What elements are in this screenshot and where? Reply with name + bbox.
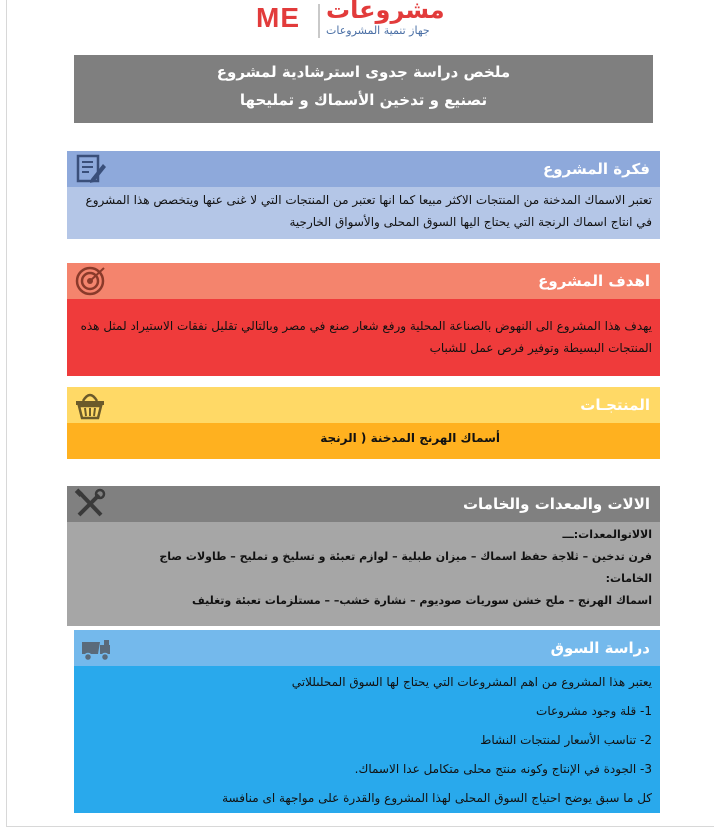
logo-separator bbox=[318, 4, 320, 38]
section-heading: اهدف المشروع bbox=[538, 272, 650, 290]
equipment-text: فرن تدخين – ثلاجة حفظ اسماك – ميزان طبلية – لوازم تعبئة و تسليخ و تمليح – طاولات صاج bbox=[159, 550, 652, 563]
market-point-3: 3- الجودة في الإنتاج وكونه منتج محلى متكامل عدا الاسماك. bbox=[354, 762, 652, 776]
section-header bbox=[74, 630, 660, 666]
tools-icon bbox=[73, 488, 107, 520]
section-products bbox=[67, 387, 660, 459]
logo-arabic-main: مشروعات bbox=[326, 0, 445, 24]
section-body bbox=[74, 666, 660, 813]
section-body: تعتبر الاسماك المدخنة من المنتجات الاكثر مبيعا كما انها تعتبر من المنتجات التي لا غنى عنها ويتخصص هذا المشروع في انتاج اسماك الرنجة التي يحتاج اليها السوق المحلى والأسواق الخارجية bbox=[67, 187, 660, 239]
section-body: يهدف هذا المشروع الى النهوض بالصناعة المحلية ورفع شعار صنع في مصر وبالتالي تقليل نفقات الاستيراد لمثل هذه المنتجات البسيطة وتوفير فرص عمل للشباب bbox=[67, 299, 660, 376]
logo-latin: ME bbox=[256, 2, 300, 33]
target-icon bbox=[73, 265, 107, 297]
section-header bbox=[67, 263, 660, 299]
logo bbox=[252, 0, 492, 44]
market-conclusion: كل ما سبق يوضح احتياج السوق المحلى لهذا المشروع والقدرة على مواجهة اى منافسة bbox=[222, 791, 652, 805]
section-heading: فكرة المشروع bbox=[543, 160, 650, 178]
market-point-1: 1- قلة وجود مشروعات bbox=[536, 704, 652, 718]
section-header bbox=[67, 486, 660, 522]
equipment-label: الالاتوالمعدات:ـــ bbox=[562, 528, 652, 541]
document-pencil-icon bbox=[73, 153, 107, 185]
market-point-2: 2- تناسب الأسعار لمنتجات النشاط bbox=[480, 733, 652, 747]
section-header bbox=[67, 387, 660, 423]
title-line-1: ملخص دراسة جدوى استرشادية لمشروع bbox=[216, 63, 511, 81]
section-market-study bbox=[74, 630, 660, 813]
section-body bbox=[67, 522, 660, 626]
materials-label: الخامات: bbox=[605, 572, 652, 585]
section-heading: المنتجـات bbox=[580, 396, 650, 414]
section-heading: دراسة السوق bbox=[550, 639, 650, 657]
section-project-idea bbox=[67, 151, 660, 239]
section-project-goal bbox=[67, 263, 660, 376]
section-heading: الالات والمعدات والخامات bbox=[462, 495, 650, 513]
section-header bbox=[67, 151, 660, 187]
market-intro: يعتبر هذا المشروع من اهم المشروعات التي يحتاج لها السوق المحلىللاتي bbox=[291, 675, 652, 689]
section-machines-materials bbox=[67, 486, 660, 626]
materials-text: اسماك الهرنج – ملح خشن سوريات صوديوم – نشارة خشب– – مستلزمات تعبئة وتغليف bbox=[191, 594, 652, 607]
title-box bbox=[74, 55, 653, 123]
basket-icon bbox=[73, 389, 107, 421]
section-body: أسماك الهرنج المدخنة ( الرنجة bbox=[67, 423, 660, 459]
title-line-2: تصنيع و تدخين الأسماك و تمليحها bbox=[239, 91, 488, 109]
logo-arabic-sub: جهاز تنمية المشروعات bbox=[326, 24, 430, 37]
truck-icon bbox=[80, 632, 114, 664]
